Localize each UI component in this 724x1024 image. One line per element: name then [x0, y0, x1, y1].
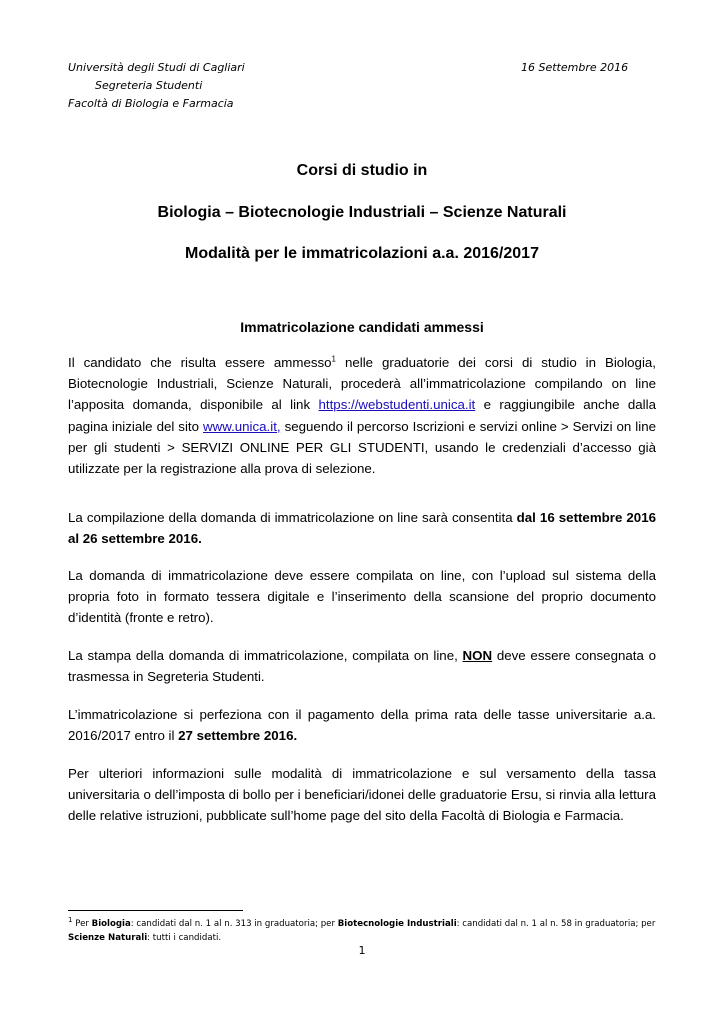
header-date: 16 Settembre 2016 [521, 61, 629, 74]
title-line-2: Biologia – Biotecnologie Industriali – Scienze Naturali [157, 204, 567, 221]
webstudenti-link[interactable]: https://webstudenti.unica.it [318, 397, 476, 413]
title-line-3: Modalità per le immatricolazioni a.a. 2016/2017 [185, 245, 539, 262]
paragraph-3: La domanda di immatricolazione deve essere compilata on line, con l’upload sul sistema della propria foto in formato tessera digitale e l’inserimento della scansione del proprio documento d’identità (fronte e retro). [68, 568, 656, 626]
paragraph-1: Il candidato che risulta essere ammesso$^1$ nelle graduatorie dei corsi di studio in Biologia, Biotecnologie Industriali, Scienze Naturali, procederà all’immatricolazione compilando on line l’apposita domanda, disponibile al link https://webstudenti.unica.it e raggiungibile anche dalla pagina iniziale del sito www.unica.it, seguendo il percorso Iscrizioni e servizi online > Servizi on line per gli studenti > SERVIZI ONLINE PER GLI STUDENTI, usando le credenziali d’accesso già utilizzate per la registrazione alla prova di selezione. [68, 354, 657, 477]
paragraph-4: La stampa della domanda di immatricolazione, compilata on line, NON deve essere consegnata o trasmessa in Segreteria Studenti. [68, 648, 656, 685]
header-faculty: Facoltà di Biologia e Farmacia [68, 97, 234, 110]
paragraph-5: L’immatricolazione si perfeziona con il pagamento della prima rata delle tasse universitarie a.a. 2016/2017 entro il 27 settembre 2016. [68, 707, 656, 744]
footnote-ref: 1 [331, 354, 336, 364]
page-number: 1 [358, 944, 366, 957]
header-office: Segreteria Studenti [95, 79, 203, 92]
footnote: $^1$ Per Biologia: candidati dal n. 1 al n. 313 in graduatoria; per Biotecnologie Industriali: candidati dal n. 1 al n. 58 in graduatoria; per Scienze Naturali: tutti i candidati. [68, 916, 656, 943]
title-line-1: Corsi di studio in [296, 162, 428, 179]
paragraph-2: La compilazione della domanda di immatricolazione on line sarà consentita dal 16 settembre 2016 al 26 settembre 2016. [68, 510, 656, 547]
footnote-divider [68, 910, 243, 911]
unica-link[interactable]: www.unica.it, [203, 418, 281, 434]
section-heading: Immatricolazione candidati ammessi [240, 319, 484, 335]
paragraph-6: Per ulteriori informazioni sulle modalità di immatricolazione e sul versamento della tassa universitaria o dell’imposta di bollo per i beneficiari/idonei delle graduatorie Ersu, si rinvia alla lettura delle relative istruzioni, pubblicate sull’home page del sito della Facoltà di Biologia e Farmacia. [68, 766, 656, 824]
header-university: Università degli Studi di Cagliari [68, 61, 245, 74]
